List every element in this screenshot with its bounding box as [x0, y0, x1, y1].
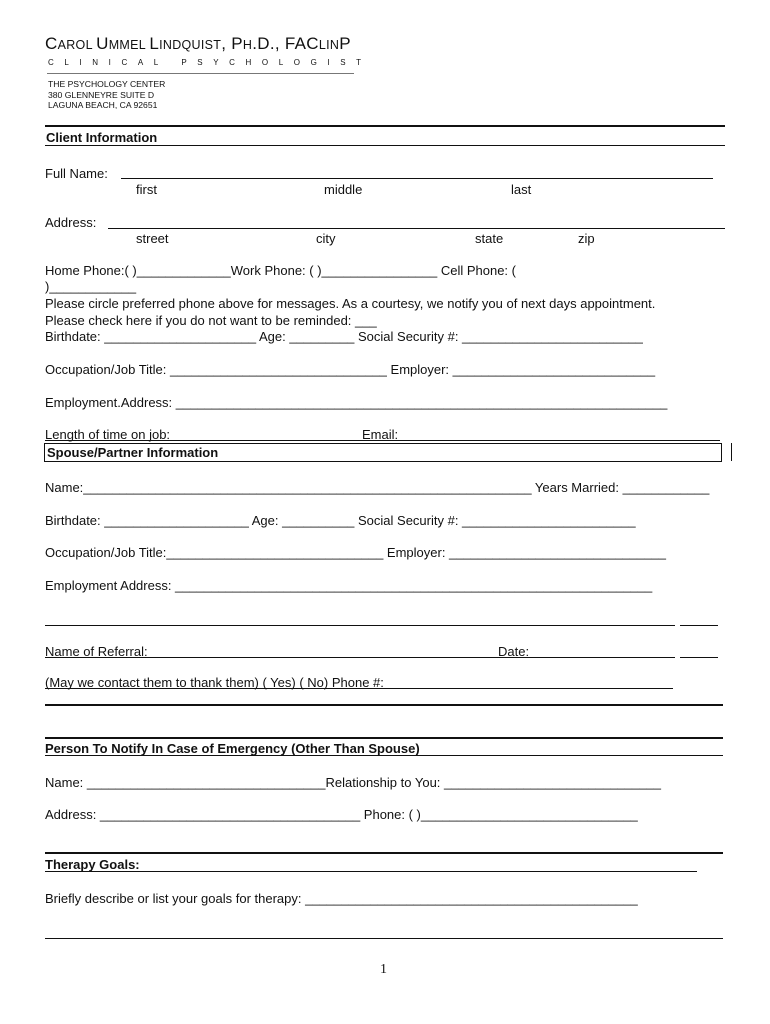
- section-rule: [45, 704, 723, 706]
- box-tick: [731, 443, 732, 461]
- letterhead-divider: [47, 73, 354, 74]
- referral-contact-permission[interactable]: (May we contact them to thank them) ( Yes) ( No) Phone #:: [45, 675, 384, 690]
- emergency-section-title: Person To Notify In Case of Emergency (Other Than Spouse): [45, 741, 420, 756]
- address-part-zip: zip: [578, 231, 595, 246]
- section-underline: [45, 755, 723, 756]
- address-line: LAGUNA BEACH, CA 92651: [48, 100, 158, 110]
- address-field[interactable]: [108, 228, 725, 229]
- email-label: Email:: [362, 427, 399, 442]
- section-rule: [45, 737, 723, 739]
- therapy-goals-line[interactable]: [45, 938, 723, 939]
- emergency-name-relationship[interactable]: Name: _________________________________Relationship to You: ______________________________: [45, 775, 661, 790]
- address-line: 380 GLENNEYRE SUITE D: [48, 89, 155, 100]
- referral-name-label: Name of Referral:: [45, 644, 148, 659]
- spouse-section-title: Spouse/Partner Information: [47, 445, 219, 460]
- therapy-section-title: Therapy Goals:: [45, 857, 140, 872]
- phones-line-continued[interactable]: )____________: [45, 279, 137, 294]
- full-name-label: Full Name:: [45, 166, 108, 181]
- reminder-opt-out[interactable]: Please check here if you do not want to be reminded: ___: [45, 313, 377, 328]
- client-birth-age-ssn[interactable]: Birthdate: _____________________ Age: _________ Social Security #: _________________________: [45, 329, 643, 344]
- therapy-goals-prompt[interactable]: Briefly describe or list your goals for therapy: ______________________________________________: [45, 891, 638, 906]
- address-part-street: street: [136, 231, 169, 246]
- length-on-job-label: Length of time on job:: [45, 427, 171, 442]
- name-part-last: last: [511, 182, 532, 197]
- spouse-employment-address[interactable]: Employment Address: __________________________________________________________________: [45, 578, 653, 593]
- spouse-occupation-employer[interactable]: Occupation/Job Title:______________________________ Employer: ______________________________: [45, 545, 666, 560]
- name-part-middle: middle: [324, 182, 363, 197]
- address-label: Address:: [45, 215, 97, 230]
- emergency-address-phone[interactable]: Address: ____________________________________ Phone: ( )______________________________: [45, 807, 638, 822]
- job-length-email-field[interactable]: [45, 440, 720, 441]
- spouse-extra-line-tail[interactable]: [680, 625, 718, 626]
- client-employment-address[interactable]: Employment.Address: ____________________________________________________________________: [45, 395, 668, 410]
- practitioner-name: CAROL UMMEL LINDQUIST, PH.D., FACLINP: [45, 34, 351, 53]
- referral-field-tail[interactable]: [680, 657, 718, 658]
- referral-date-label: Date:: [498, 644, 530, 659]
- client-occupation-employer[interactable]: Occupation/Job Title: ______________________________ Employer: ____________________________: [45, 362, 656, 377]
- practitioner-title: CLINICAL PSYCHOLOGIST: [48, 58, 372, 67]
- contact-field-underline[interactable]: [45, 688, 673, 689]
- section-underline: [45, 145, 725, 146]
- section-underline: [45, 871, 697, 872]
- page-number: 1: [380, 962, 387, 977]
- address-line: THE PSYCHOLOGY CENTER: [48, 79, 166, 89]
- spouse-name-years[interactable]: Name:______________________________________________________________ Years Married: ____________: [45, 480, 710, 495]
- section-rule: [45, 852, 723, 854]
- referral-field[interactable]: [45, 657, 675, 658]
- section-rule: [45, 125, 725, 127]
- client-section-title: Client Information: [46, 130, 158, 145]
- spouse-birth-age-ssn[interactable]: Birthdate: ____________________ Age: __________ Social Security #: ________________________: [45, 513, 636, 528]
- circle-phone-note: Please circle preferred phone above for messages. As a courtesy, we notify you of next days appointment.: [45, 296, 656, 311]
- address-part-city: city: [316, 231, 336, 246]
- name-part-first: first: [136, 182, 157, 197]
- full-name-field[interactable]: [121, 178, 713, 179]
- spouse-extra-line[interactable]: [45, 625, 675, 626]
- address-part-state: state: [475, 231, 504, 246]
- practice-address: [48, 79, 165, 111]
- phones-line[interactable]: Home Phone:( )_____________Work Phone: ( )________________ Cell Phone: (: [45, 263, 516, 278]
